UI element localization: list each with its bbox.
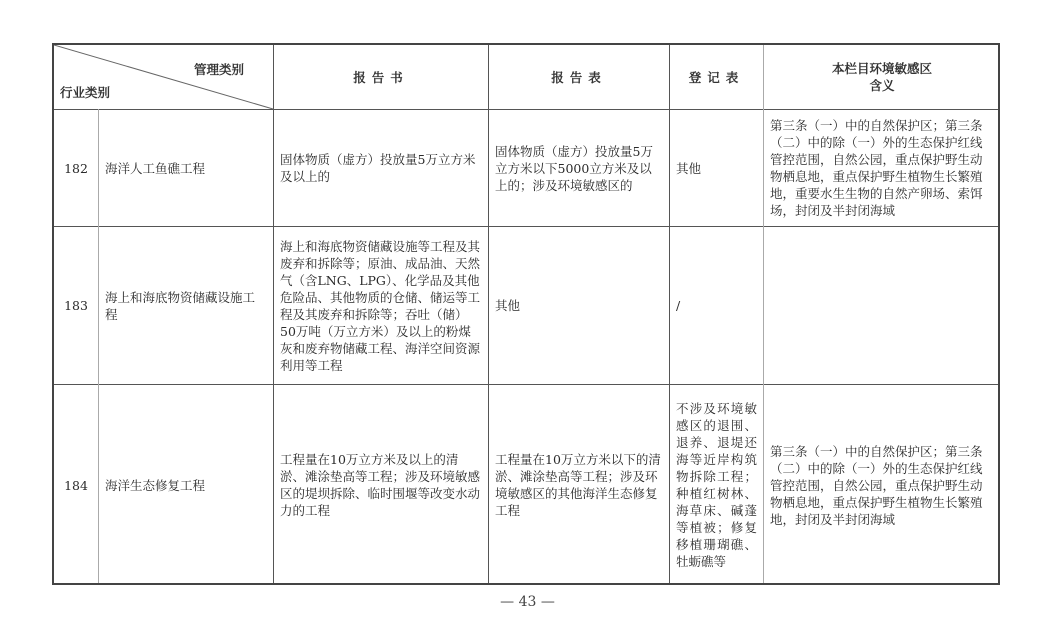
classification-table: [52, 43, 1000, 585]
registration-criteria: /: [676, 298, 681, 313]
report-form-criteria: 其他: [495, 298, 521, 313]
report-book-criteria: 工程量在10万立方米及以上的清淤、滩涂垫高等工程；涉及环境敏感区的堤坝拆除、临时围堰等改变水动力的工程: [280, 452, 481, 518]
header-sensitive-line2: 含义: [869, 78, 895, 93]
header-industry-category: 行业类别: [60, 85, 111, 100]
sensitive-area-definition: 第三条（一）中的自然保护区；第三条（二）中的除（一）外的生态保护红线管控范围，自然公园，重点保护野生动物栖息地，重点保护野生植物生长繁殖地，封闭及半封闭海域: [770, 443, 983, 527]
sensitive-area-definition: [764, 227, 1000, 384]
industry-name: 海洋生态修复工程: [105, 477, 206, 493]
industry-name: 海洋人工鱼礁工程: [105, 160, 206, 176]
header-management-category: 管理类别: [194, 62, 245, 77]
report-form-criteria: 工程量在10万立方米以下的清淤、滩涂垫高等工程；涉及环境敏感区的其他海洋生态修复工程: [495, 452, 661, 518]
row-number: 182: [64, 160, 88, 176]
header-report-book: 报告书: [353, 69, 409, 85]
header-sensitive-area: [764, 45, 1000, 109]
header-sensitive-line1: 本栏目环境敏感区: [831, 61, 932, 76]
row-number: 184: [64, 477, 88, 493]
industry-name: 海上和海底物资储藏设施工程: [105, 289, 256, 322]
sensitive-area-definition: 第三条（一）中的自然保护区；第三条（二）中的除（一）外的生态保护红线管控范围，自然公园，重点保护野生动物栖息地，重点保护野生植物生长繁殖地，重要水生生物的自然产卵场、索饵场，封闭及半封闭海域: [770, 118, 983, 218]
row-number: 183: [64, 298, 88, 313]
report-book-criteria: 固体物质（虚方）投放量5万立方米及以上的: [280, 152, 476, 184]
header-report-form: 报告表: [551, 69, 607, 85]
report-book-criteria: 海上和海底物资储藏设施等工程及其废弃和拆除等；原油、成品油、天然气（含LNG、LPG）、化学品及其他危险品、其他物质的仓储、储运等工程及其废弃和拆除等；吞吐（储）50万吨（万立方米）及以上的粉煤灰和废弃物储藏工程、海洋空间资源利用等工程: [280, 238, 481, 373]
header-registration-form: 登记表: [688, 69, 745, 85]
report-form-criteria: 固体物质（虚方）投放量5万立方米以下5000立方米及以上的；涉及环境敏感区的: [495, 143, 653, 193]
registration-criteria: 其他: [676, 160, 702, 176]
page-number: — 43 —: [500, 594, 555, 610]
registration-criteria: 不涉及环境敏感区的退围、退养、退堤还海等近岸构筑物拆除工程；种植红树林、海草床、碱蓬等植被；修复移植珊瑚礁、牡蛎礁等: [676, 401, 757, 569]
